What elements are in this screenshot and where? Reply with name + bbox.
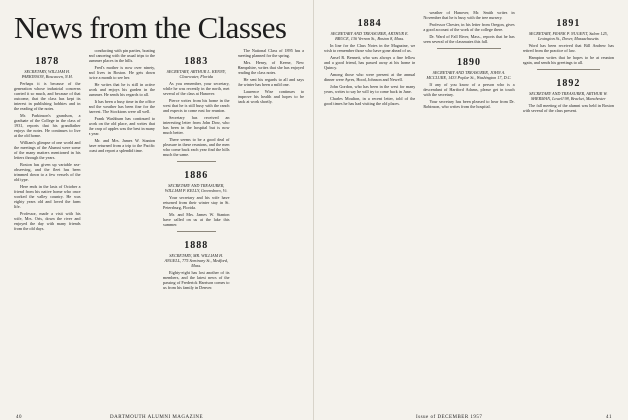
note-paragraph: Secretary has received an interesting letter from John Dow, who has been in the hospital but is now much better. [163, 115, 230, 135]
note-paragraph: Professor, made a visit with his wife, Mrs. Oris, down the river and enjoyed the day with many friends from the old days. [14, 211, 81, 231]
note-paragraph: Boston has given up variable sea-observing, and the fleet has been trimmed down to a few vessels of the old type. [14, 162, 81, 182]
left-column-4 [238, 48, 305, 292]
section-divider [177, 161, 216, 162]
left-column-2 [89, 48, 156, 292]
right-column-2 [423, 10, 514, 115]
note-paragraph: Fred's mother is now over ninety, and lives in Boston. He gets down twice a month to see her. [88, 65, 155, 80]
secretary-line: SECRETARY AND TREASURER, JOHN A. MCCLURE, 1433 Poplar St., Washington 17, D.C. [426, 70, 512, 80]
note-paragraph: Ansel R. Bennett, who was always a fine fellow and a good friend, has passed away at his home in Quincy. [324, 55, 416, 70]
note-paragraph: Your secretary has been pleased to hear from Dr. Robinson, who writes from the hospital. [423, 99, 515, 109]
class-year-heading: 1892 [556, 78, 581, 89]
note-paragraph: Hampton writes that he hopes to be at reunion again, and sends his greetings to all. [522, 55, 614, 65]
note-paragraph: Mrs. Henry, of Keene, New Hampshire, writes that she has enjoyed reading the class notes. [237, 60, 304, 75]
issue-date: Issue of DECEMBER 1957 [416, 415, 483, 420]
section-divider [437, 48, 500, 49]
class-year-heading: 1878 [35, 56, 60, 67]
note-paragraph: It has been a busy time in the office and the weather has been fine for the harvest. The Stocktons were all well. [88, 99, 155, 114]
note-paragraph: In line for the Class Notes in the Magazine, we wish to remember those who have gone ahead of us. [324, 43, 416, 53]
class-year-heading: 1884 [357, 18, 382, 29]
note-paragraph: Mr. and Mrs. James W. Stanton have called on us at the lake this summer. [163, 212, 230, 227]
class-year-heading: 1888 [184, 240, 209, 251]
note-paragraph: He writes that he is still in active work and enjoys his garden in the summer. He sends his regards to all. [88, 82, 155, 97]
secretary-line: SECRETARY, WILLIAM H. PARKINSON, Boscawen, N.H. [21, 69, 73, 79]
note-paragraph: He sent his regards to all and says the winter has been a mild one. [237, 77, 304, 87]
right-page [314, 0, 628, 420]
note-paragraph: Word has been received that Bill Andrew has retired from the practice of law. [522, 43, 614, 53]
note-paragraph: The fall meeting of the alumni was held in Boston with several of the class present. [522, 103, 614, 113]
secretary-line: SECRETARY, ARTHUR L. KENNY, Clearwater, Florida [166, 69, 226, 79]
note-paragraph: Professor Chester, in his letter from Oregon, gives a good account of the work of the college there. [423, 22, 515, 32]
left-columns [14, 48, 304, 292]
publication-title: DARTMOUTH ALUMNI MAGAZINE [110, 415, 204, 420]
note-paragraph: Your secretary and his wife have returned from their winter stay in St. Petersburg, Florida. [163, 195, 230, 210]
left-column-1 [14, 48, 81, 292]
note-paragraph: Eighty-eight has lost another of its members, and the latest news of the passing of Frederick Harrison comes to us from his family in Denver. [163, 270, 230, 290]
note-paragraph: Dr. Ward of Fall River, Mass., reports that he has seen several of the classmates this fall. [423, 34, 515, 44]
note-paragraph: Frank Washburn has continued to work on the old place, and writes that the crop of apples was the best in many a year. [88, 116, 155, 136]
right-columns [324, 10, 614, 115]
secretary-line: SECRETARY, FRANK P. NUGENT, Salem 125, Lexington St., Dover, Massachusetts [528, 31, 608, 41]
left-column-3 [163, 48, 230, 292]
secretary-line: SECRETARY AND TREASURER, ARTHUR E. BRUCE, 136 Vernon St., Boston 8, Mass. [330, 31, 409, 41]
note-paragraph: John Gordon, who has been in the west for many years, writes to say he will try to come back in June. [324, 84, 416, 94]
secretary-line: SECRETARY, MR. WILLIAM H. ANGELL, 775 Seminary St., Medford, Mass. [164, 253, 229, 268]
note-paragraph: Mr. Parkinson's grandson, a graduate of the College in the class of 1931, reports that his grandfather enjoys the notes. He continues to live at the old home. [14, 113, 81, 138]
note-paragraph: If any of you know of a person who is a descendant of Hartford Adams, please get in touch with the secretary. [423, 82, 515, 97]
note-paragraph: The National Class of 1895 has a meeting planned for the spring. [237, 48, 304, 58]
section-divider [177, 231, 216, 232]
class-year-heading: 1886 [184, 170, 209, 181]
page-number: 41 [606, 415, 612, 420]
note-paragraph: Pierce writes from his home in the west that he is still busy with the ranch and expects to come east for reunion. [163, 98, 230, 113]
note-paragraph: Perhaps it is because of the generation whose industrial concerns carried it so much, and because of that outcome, that the class has kept its interest in publishing hobbies and in the reading of the notes. [14, 81, 81, 111]
note-paragraph: Among those who were present at the annual dinner were Ayres, Hood, Johnson and Newell. [324, 72, 416, 82]
section-divider [537, 69, 600, 70]
note-paragraph: weather of Hanover, Mr. Smith writes in November that he is busy with the tree nursery. [423, 10, 515, 20]
page-number: 40 [16, 415, 22, 420]
secretary-line: SECRETARY AND TREASURER, WILLIAM P. KELLY, Greensboro, Vt. [164, 183, 228, 193]
class-year-heading: 1891 [556, 18, 581, 29]
note-paragraph: Laurence Wise continues to improve his health and hopes to be back at work shortly. [237, 89, 304, 104]
note-paragraph: As you remember, your secretary, while he was recently in the north, met several of the class at Hanover. [163, 81, 230, 96]
right-column-3 [523, 10, 614, 115]
note-paragraph: There seems to be a good deal of pleasure in these reunions, and the men who come back each year find the hills much the same. [163, 137, 230, 157]
note-paragraph: Here ends in the lasts of October a friend from his native home who once worked the valley country. He was eighty years old and loved the farm life. [14, 184, 81, 209]
class-year-heading: 1883 [184, 56, 209, 67]
note-paragraph: Mr. and Mrs. James W. Stanton have returned from a trip to the Pacific coast and report a splendid time. [88, 138, 155, 153]
note-paragraph: conducting with pin parties, boating and canoeing with the usual trips to the summer places in the hills. [88, 48, 155, 63]
secretary-line: SECRETARY AND TREASURER, ARTHUR W. SHERMAN, Lowell 98, Bracket, Manchester [529, 91, 608, 101]
right-column-1 [324, 10, 415, 115]
note-paragraph: Charles Moulton, in a recent letter, told of the good times he has had visiting the old places. [324, 96, 416, 106]
note-paragraph: William's glimpse of one world and the meetings of the Alumni were some of the many matters mentioned in his letters through the years. [14, 140, 81, 160]
class-year-heading: 1890 [456, 57, 481, 68]
masthead-title: News from the Classes [14, 10, 287, 45]
